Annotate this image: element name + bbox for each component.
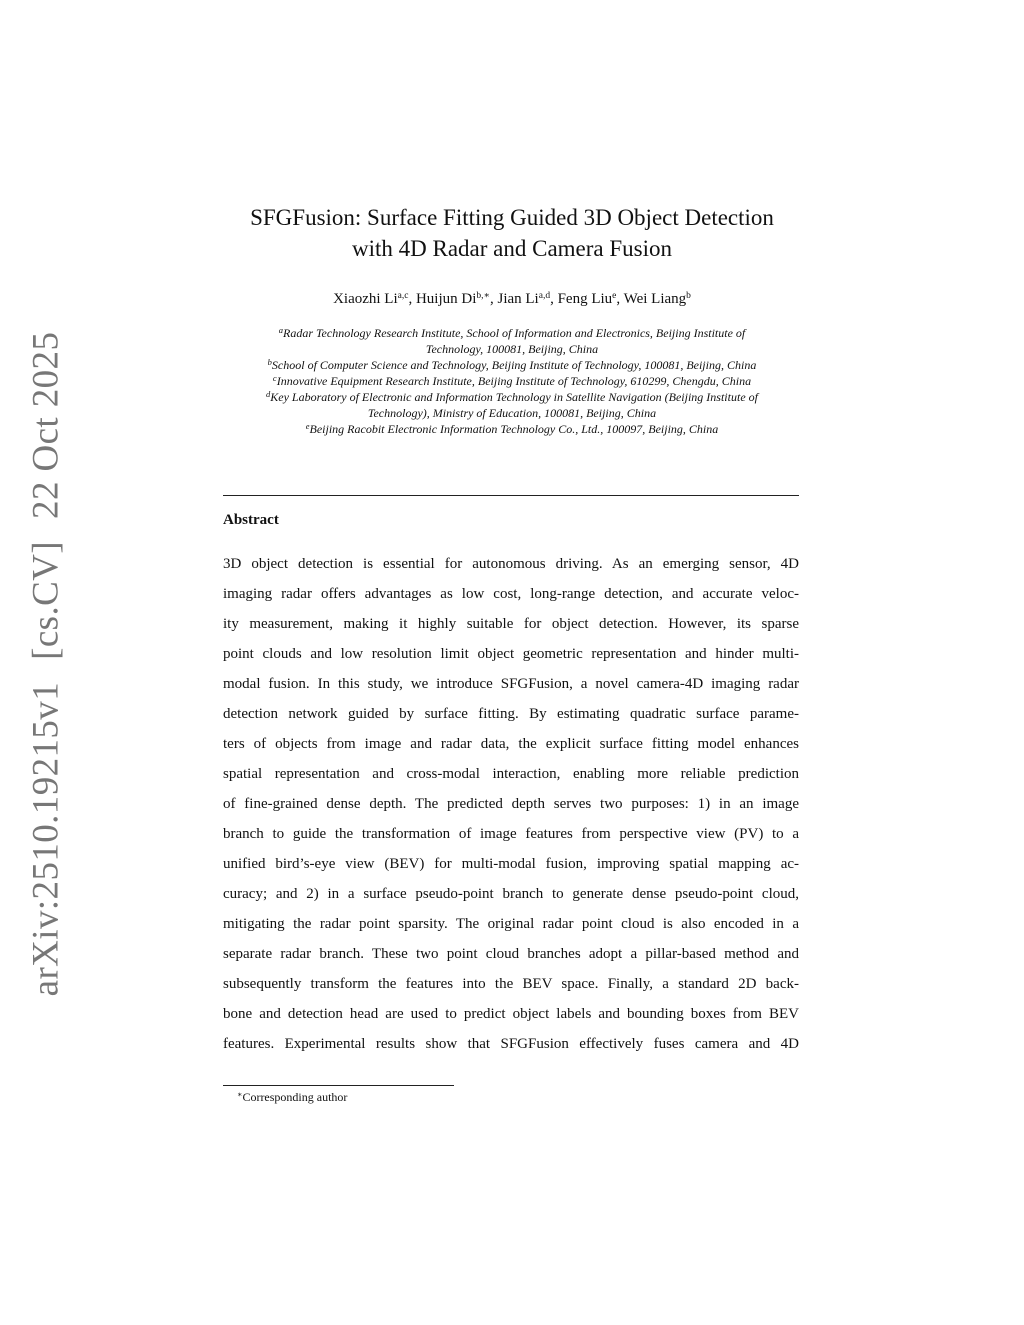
abstract-body [223,549,799,1059]
abstract-top-rule [223,495,799,496]
affiliation-text: Radar Technology Research Institute, School of Information and Electronics, Beijing Institute of [282,326,746,340]
footnote-rule [223,1085,454,1086]
abstract-line: branch to guide the transformation of image features from perspective view (PV) to a [223,826,799,842]
affiliation-list [222,325,802,437]
abstract-line: ity measurement, making it highly suitable for object detection. However, its sparse [223,616,799,632]
affiliation-mark: e [305,421,310,431]
title-line-1: SFGFusion: Surface Fitting Guided 3D Object Detection [250,205,774,230]
abstract-line: separate radar branch. These two point cloud branches adopt a pillar-based method and [223,946,799,962]
author-name: Huijun Di [415,291,477,307]
affiliation-mark: d [266,389,271,399]
author-name: Jian Li [497,291,539,307]
abstract-line: of fine-grained dense depth. The predicted depth serves two purposes: 1) in an image [223,796,799,812]
affiliation-text: School of Computer Science and Technology, Beijing Institute of Technology, 100081, Beijing, China [271,358,757,372]
arxiv-side-stamp [25,332,68,997]
abstract-line: curacy; and 2) in a surface pseudo-point branch to generate dense pseudo-point cloud, [223,886,799,902]
abstract-line: bone and detection head are used to predict object labels and bounding boxes from BEV [223,1006,799,1022]
affiliation-text: Beijing Racobit Electronic Information Technology Co., Ltd., 100097, Beijing, China [309,422,719,436]
author-affil-mark: a,d [538,291,551,301]
abstract-line: subsequently transform the features into the BEV space. Finally, a standard 2D back- [223,976,799,992]
author-name: Feng Liu [557,291,613,307]
title-line-2: with 4D Radar and Camera Fusion [351,236,673,261]
arxiv-category: [cs.CV] [25,540,67,660]
arxiv-date: 22 Oct 2025 [25,331,67,519]
abstract-line: point clouds and low resolution limit object geometric representation and hinder multi- [223,646,799,662]
affiliation-b [222,357,802,373]
abstract-line: imaging radar offers advantages as low cost, long-range detection, and accurate veloc- [223,586,799,602]
affiliation-e [222,421,802,437]
abstract-line: modal fusion. In this study, we introduce SFGFusion, a novel camera-4D imaging radar [223,676,799,692]
author-affil-mark: a,c [397,291,409,301]
author-list: Xiaozhi Li$^{a,c}$, Huijun $Di^{b,∗}$, Jian Li$^{a,d}$, Feng Liu$^e$, Wei Liang$^b$ [333,291,691,307]
abstract-heading: Abstract [223,512,279,528]
footnote-mark: ∗ [237,1090,243,1099]
abstract-line: unified bird’s-eye view (BEV) for multi-modal fusion, improving spatial mapping ac- [223,856,799,872]
affiliation-text: Key Laboratory of Electronic and Information Technology in Satellite Navigation (Beijing Institute of [270,390,758,404]
footnote-text: Corresponding author [242,1090,348,1104]
author-affil-mark: e [612,291,617,301]
author-name: Xiaozhi Li [333,291,398,307]
arxiv-id: arXiv:2510.19215v1 [25,681,67,997]
affiliation-c [222,373,802,389]
abstract-line: ters of objects from image and radar data, the explicit surface fitting model enhances [223,736,799,752]
abstract-line: detection network guided by surface fitting. By estimating quadratic surface parame- [223,706,799,722]
author-affil-mark: b [686,291,691,301]
affiliation-a [222,325,802,341]
affiliation-mark: c [272,373,277,383]
author-name: Wei Liang [623,291,687,307]
affiliation-text: Innovative Equipment Research Institute, Beijing Institute of Technology, 610299, Chengdu, China [276,374,752,388]
abstract-line: 3D object detection is essential for autonomous driving. As an emerging sensor, 4D [223,556,799,572]
affiliation-d-cont: Technology), Ministry of Education, 100081, Beijing, China [367,406,657,420]
affiliation-a-cont: Technology, 100081, Beijing, China [425,342,599,356]
footnote [237,1090,347,1105]
affiliation-mark: a [278,325,283,335]
abstract-line: spatial representation and cross-modal interaction, enabling more reliable prediction [223,766,799,782]
abstract-line: features. Experimental results show that SFGFusion effectively fuses camera and 4D [223,1036,799,1052]
paper-title [212,202,812,264]
affiliation-d [222,389,802,405]
affiliation-mark: b [267,357,272,367]
author-affil-mark: b,∗ [476,291,490,301]
abstract-line: mitigating the radar point sparsity. The original radar point cloud is also encoded in a [223,916,799,932]
